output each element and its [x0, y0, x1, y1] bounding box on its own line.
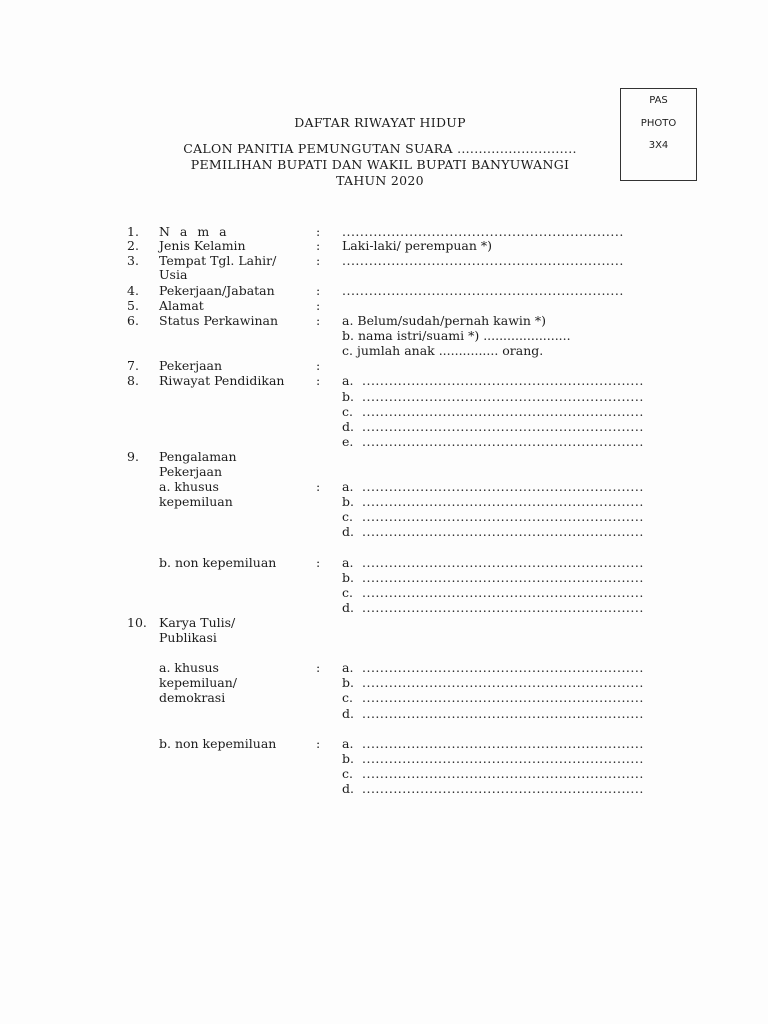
field-colon: :: [316, 660, 321, 675]
pengalaman-khusus-a-input[interactable]: ...............................................................: [362, 479, 644, 494]
pengalaman-khusus-b-input[interactable]: ...............................................................: [362, 494, 644, 509]
field-label: Tempat Tgl. Lahir/: [159, 253, 277, 268]
karya-khusus-c-input[interactable]: ...............................................................: [362, 690, 644, 705]
field-colon: :: [316, 313, 321, 328]
subfield-label: b. non kepemiluan: [159, 555, 277, 570]
field-label: Jenis Kelamin: [159, 238, 246, 253]
pengalaman-non-a-input[interactable]: ...............................................................: [362, 555, 644, 570]
field-label: Pengalaman: [159, 449, 237, 464]
subfield-label: a. khusus: [159, 479, 219, 494]
field-colon: :: [316, 358, 321, 373]
field-label: Pekerjaan: [159, 358, 223, 373]
field-number: 1.: [127, 224, 139, 239]
karya-khusus-a-input[interactable]: ...............................................................: [362, 660, 644, 675]
field-number: 5.: [127, 298, 139, 313]
item-letter: c.: [342, 509, 353, 524]
field-colon: :: [316, 736, 321, 751]
nama-input[interactable]: ...............................................................: [342, 224, 624, 239]
status-option-a[interactable]: a. Belum/sudah/pernah kawin *): [342, 313, 547, 328]
item-letter: c.: [342, 690, 353, 705]
field-number: 7.: [127, 358, 139, 373]
field-colon: :: [316, 479, 321, 494]
pengalaman-non-c-input[interactable]: ...............................................................: [362, 585, 644, 600]
item-letter: c.: [342, 585, 353, 600]
tempat-lahir-input[interactable]: ...............................................................: [342, 253, 624, 268]
status-option-b[interactable]: b. nama istri/suami *) ......................: [342, 328, 571, 343]
field-label: Status Perkawinan: [159, 313, 279, 328]
field-label: Usia: [159, 267, 188, 282]
photo-label-size: 3X4: [648, 140, 669, 151]
field-number: 10.: [127, 615, 147, 630]
field-colon: :: [316, 238, 321, 253]
field-label: Karya Tulis/: [159, 615, 236, 630]
item-letter: b.: [342, 570, 354, 585]
field-label: Alamat: [159, 298, 204, 313]
heading-line-2: CALON PANITIA PEMUNGUTAN SUARA ............................: [183, 141, 577, 156]
heading-line-3: PEMILIHAN BUPATI DAN WAKIL BUPATI BANYUWANGI: [190, 157, 570, 172]
heading-line-4: TAHUN 2020: [336, 173, 424, 188]
subfield-label: demokrasi: [159, 690, 226, 705]
item-letter: a.: [342, 660, 354, 675]
item-letter: b.: [342, 389, 354, 404]
field-colon: :: [316, 283, 321, 298]
pengalaman-non-b-input[interactable]: ...............................................................: [362, 570, 644, 585]
item-letter: a.: [342, 555, 354, 570]
field-label: Pekerjaan: [159, 464, 223, 479]
item-letter: d.: [342, 524, 354, 539]
item-letter: a.: [342, 736, 354, 751]
item-letter: d.: [342, 600, 354, 615]
karya-khusus-b-input[interactable]: ...............................................................: [362, 675, 644, 690]
item-letter: b.: [342, 494, 354, 509]
pekerjaan-jabatan-input[interactable]: ...............................................................: [342, 283, 624, 298]
subfield-label: kepemiluan/: [159, 675, 237, 690]
field-label: Riwayat Pendidikan: [159, 373, 285, 388]
jenis-kelamin-options[interactable]: Laki-laki/ perempuan *): [342, 238, 493, 253]
item-letter: a.: [342, 373, 354, 388]
field-label: Publikasi: [159, 630, 217, 645]
subfield-label: a. khusus: [159, 660, 219, 675]
karya-non-d-input[interactable]: ...............................................................: [362, 781, 644, 796]
pendidikan-a-input[interactable]: ...............................................................: [362, 373, 644, 388]
item-letter: e.: [342, 434, 354, 449]
field-number: 3.: [127, 253, 139, 268]
karya-non-c-input[interactable]: ...............................................................: [362, 766, 644, 781]
pendidikan-d-input[interactable]: ...............................................................: [362, 419, 644, 434]
field-number: 8.: [127, 373, 139, 388]
subfield-label: b. non kepemiluan: [159, 736, 277, 751]
pengalaman-khusus-c-input[interactable]: ...............................................................: [362, 509, 644, 524]
field-colon: :: [316, 298, 321, 313]
item-letter: d.: [342, 419, 354, 434]
item-letter: b.: [342, 751, 354, 766]
item-letter: c.: [342, 404, 353, 419]
pendidikan-e-input[interactable]: ...............................................................: [362, 434, 644, 449]
field-number: 6.: [127, 313, 139, 328]
item-letter: d.: [342, 706, 354, 721]
field-colon: :: [316, 373, 321, 388]
field-colon: :: [316, 253, 321, 268]
karya-non-b-input[interactable]: ...............................................................: [362, 751, 644, 766]
document-title: DAFTAR RIWAYAT HIDUP: [294, 115, 466, 130]
pendidikan-b-input[interactable]: ...............................................................: [362, 389, 644, 404]
karya-khusus-d-input[interactable]: ...............................................................: [362, 706, 644, 721]
field-label: Pekerjaan/Jabatan: [159, 283, 275, 298]
karya-non-a-input[interactable]: ...............................................................: [362, 736, 644, 751]
pendidikan-c-input[interactable]: ...............................................................: [362, 404, 644, 419]
field-colon: :: [316, 224, 321, 239]
item-letter: b.: [342, 675, 354, 690]
item-letter: c.: [342, 766, 353, 781]
photo-label-photo: PHOTO: [640, 118, 677, 129]
subfield-label: kepemiluan: [159, 494, 233, 509]
field-number: 4.: [127, 283, 139, 298]
field-number: 2.: [127, 238, 139, 253]
field-colon: :: [316, 555, 321, 570]
pengalaman-khusus-d-input[interactable]: ...............................................................: [362, 524, 644, 539]
photo-label-pas: PAS: [649, 95, 668, 106]
field-number: 9.: [127, 449, 139, 464]
item-letter: a.: [342, 479, 354, 494]
item-letter: d.: [342, 781, 354, 796]
pengalaman-non-d-input[interactable]: ...............................................................: [362, 600, 644, 615]
field-label: N a m a: [159, 224, 230, 239]
status-option-c[interactable]: c. jumlah anak ............... orang.: [342, 343, 544, 358]
